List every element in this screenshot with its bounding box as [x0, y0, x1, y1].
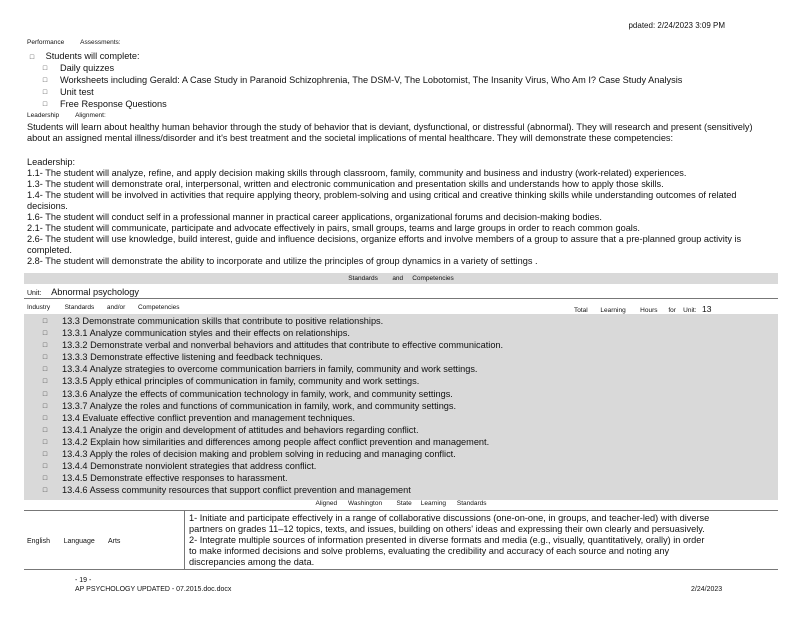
updated-timestamp: pdated: 2/24/2023 3:09 PM — [628, 21, 725, 30]
leadership-alignment-label: Leadership Alignment: — [27, 112, 106, 119]
checkbox-icon: □ — [42, 451, 48, 459]
checkbox-icon: □ — [42, 487, 48, 495]
leadership-item: 2.1- The student will communicate, participate and advocate effectively in pairs, small groups, teams and large groups in order to reach common goals. — [27, 223, 640, 233]
checkbox-icon: □ — [42, 101, 48, 108]
competency-list — [40, 316, 776, 497]
competency-item: □ 13.3.1 Analyze communication styles and their effects on relationships. — [40, 328, 776, 340]
page-number: - 19 - — [75, 577, 92, 584]
competency-item: □ 13.4.6 Assess community resources that support conflict prevention and management — [40, 485, 776, 497]
checkbox-icon: □ — [42, 438, 48, 446]
competency-item: □ 13.4.5 Demonstrate effective responses to harassment. — [40, 473, 776, 485]
leadership-item: 2.6- The student will use knowledge, build interest, guide and influence decisions, organize efforts and involve members of a group to assure that a pre-planned group activity is completed. — [27, 234, 742, 255]
competency-item: □ 13.3.6 Analyze the effects of communication technology in family, work, and community settings. — [40, 389, 776, 401]
divider — [24, 298, 778, 299]
leadership-item: 1.3- The student will demonstrate oral, interpersonal, written and electronic communication and presentation skills and understands how to apply those skills. — [27, 179, 664, 189]
checkbox-icon: □ — [42, 414, 48, 422]
perf-item: □ Worksheets including Gerald: A Case Study in Paranoid Schizophrenia, The DSM-V, The Lobotomist, The Insanity Virus, Who Am I? Case Study Analysis — [40, 75, 780, 87]
aligned-standards-header: Aligned Washington State Learning Standards — [315, 500, 487, 507]
perf-intro: □ Students will complete: — [27, 51, 140, 63]
industry-standards-label: Industry Standards and/or Competencies — [27, 304, 180, 311]
checkbox-icon: □ — [42, 89, 48, 96]
unit-line: Unit: Abnormal psychology — [27, 287, 139, 297]
ela-line: 1- Initiate and participate effectively in a range of collaborative discussions (one-on-one, in groups, and teacher-led) with diverse — [189, 513, 710, 523]
table-divider — [184, 511, 185, 569]
ela-line: partners on grades 11–12 topics, texts, and issues, building on others' ideas and expressing their own clearly and persuasively. — [189, 524, 705, 534]
competency-item: □ 13.4 Evaluate effective conflict prevention and management techniques. — [40, 413, 776, 425]
checkbox-icon: □ — [42, 475, 48, 483]
checkbox-icon: □ — [29, 54, 35, 61]
ela-label: English Language Arts — [27, 538, 121, 545]
competency-item: □ 13.3.7 Analyze the roles and functions of communication in family, work, and community settings. — [40, 401, 776, 413]
checkbox-icon: □ — [42, 463, 48, 471]
checkbox-icon: □ — [42, 378, 48, 386]
ela-standards-text — [189, 513, 779, 568]
leadership-list — [27, 168, 771, 267]
leadership-item: 1.6- The student will conduct self in a professional manner in practical career applications, organizational forums and decision-making bodies. — [27, 212, 602, 222]
ela-table — [24, 510, 778, 570]
checkbox-icon: □ — [42, 402, 48, 410]
standards-competencies-bar: Standards and Competencies — [24, 273, 778, 284]
competency-item: □ 13.4.4 Demonstrate nonviolent strategies that address conflict. — [40, 461, 776, 473]
hours-value: 13 — [701, 304, 712, 314]
checkbox-icon: □ — [42, 426, 48, 434]
checkbox-icon: □ — [42, 390, 48, 398]
leadership-paragraph: Students will learn about healthy human behavior through the study of behavior that is deviant, dysfunctional, or distressful (abnormal). They will research and present (sensitively) about an assigned mental illness/disorder and it's best treatment and the societal implications of mental healthcare. They will demonstrate these competencies: — [27, 122, 753, 143]
competency-item: □ 13.3.3 Demonstrate effective listening and feedback techniques. — [40, 352, 776, 364]
competency-item: □ 13.3 Demonstrate communication skills that contribute to positive relationships. — [40, 316, 776, 328]
ela-line: to make informed decisions and solve problems, evaluating the credibility and accuracy of each source and noting any — [189, 546, 670, 556]
perf-item: □ Free Response Questions — [40, 99, 780, 111]
leadership-heading: Leadership: — [27, 157, 76, 167]
ela-line: discrepancies among the data. — [189, 557, 315, 567]
total-learning-hours: Total Learning Hours for Unit: 13 — [574, 304, 712, 314]
performance-label: Performance Assessments: — [27, 39, 121, 46]
competency-item: □ 13.4.2 Explain how similarities and differences among people affect conflict prevention and management. — [40, 437, 776, 449]
competency-item: □ 13.4.1 Analyze the origin and development of attitudes and behaviors regarding conflict. — [40, 425, 776, 437]
competency-item: □ 13.4.3 Apply the roles of decision making and problem solving in reducing and managing conflict. — [40, 449, 776, 461]
footer-date: 2/24/2023 — [691, 586, 723, 593]
checkbox-icon: □ — [42, 342, 48, 350]
leadership-item: 2.8- The student will demonstrate the ability to incorporate and utilize the principles of group dynamics in a variety of settings . — [27, 256, 538, 266]
competency-item: □ 13.3.5 Apply ethical principles of communication in family, community and work settings. — [40, 376, 776, 388]
checkbox-icon: □ — [42, 354, 48, 362]
leadership-item: 1.1- The student will analyze, refine, and apply decision making skills through classroom, family, community and business and industry (work-related) experiences. — [27, 168, 687, 178]
footer-filename: AP PSYCHOLOGY UPDATED - 07.2015.doc.docx — [75, 586, 232, 593]
perf-item: □ Unit test — [40, 87, 780, 99]
leadership-item: 1.4- The student will be involved in activities that require applying theory, problem-solving and using critical and creative thinking skills while understanding outcomes of related decisions. — [27, 190, 737, 211]
checkbox-icon: □ — [42, 65, 48, 72]
competency-item: □ 13.3.2 Demonstrate verbal and nonverbal behaviors and attitudes that contribute to effective communication. — [40, 340, 776, 352]
competency-item: □ 13.3.4 Analyze strategies to overcome communication barriers in family, community and work settings. — [40, 364, 776, 376]
perf-list — [40, 63, 780, 111]
ela-line: 2- Integrate multiple sources of information presented in diverse formats and media (e.g., visually, quantitatively, orally) in order — [189, 535, 705, 545]
checkbox-icon: □ — [42, 330, 48, 338]
perf-item: □ Daily quizzes — [40, 63, 780, 75]
checkbox-icon: □ — [42, 366, 48, 374]
checkbox-icon: □ — [42, 77, 48, 84]
checkbox-icon: □ — [42, 318, 48, 325]
